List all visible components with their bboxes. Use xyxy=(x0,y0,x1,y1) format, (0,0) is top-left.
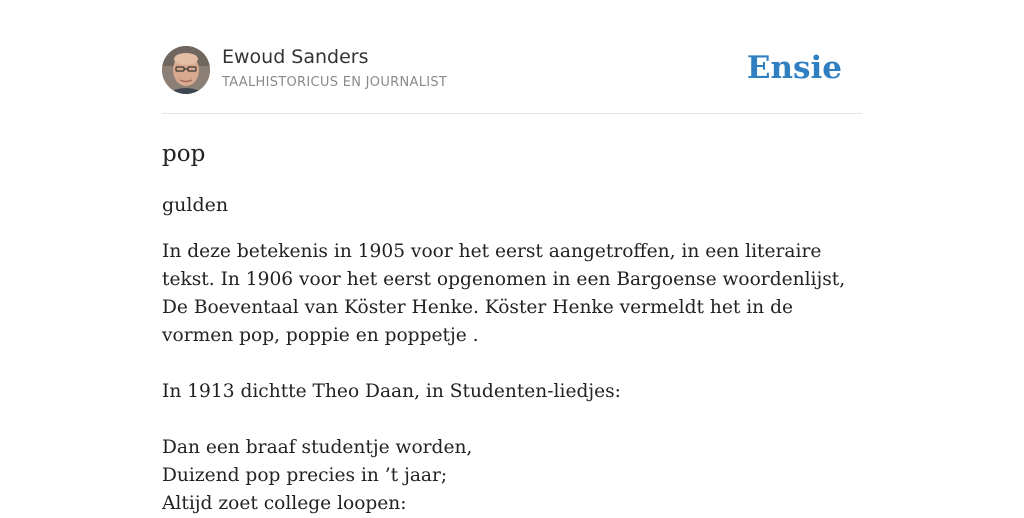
entry-title: pop xyxy=(162,141,206,167)
entry-subtitle: gulden xyxy=(162,194,229,216)
author-role: TAALHISTORICUS EN JOURNALIST xyxy=(222,75,448,90)
person-photo-avatar-icon xyxy=(162,46,210,94)
entry-body: In deze betekenis in 1905 voor het eerst aangetroffen, in een literaire tekst. In 1906 voor het eerst opgenomen in een Bargoense woordenlijst, De Boeventaal van Köster Henke. Köster Henke vermeldt het in de vormen pop, poppie en poppetje . In 1913 dichtte Theo Daan, in Studenten-liedjes: Dan een braaf studentje worden, Duizend pop precies in ’t jaar; Altijd zoet college loopen: xyxy=(162,241,846,514)
entry-card xyxy=(162,0,862,518)
author-avatar[interactable] xyxy=(162,46,210,94)
author-header xyxy=(162,0,862,114)
brand-logo-link[interactable]: Ensie xyxy=(746,50,842,86)
author-name[interactable]: Ewoud Sanders xyxy=(222,46,369,68)
